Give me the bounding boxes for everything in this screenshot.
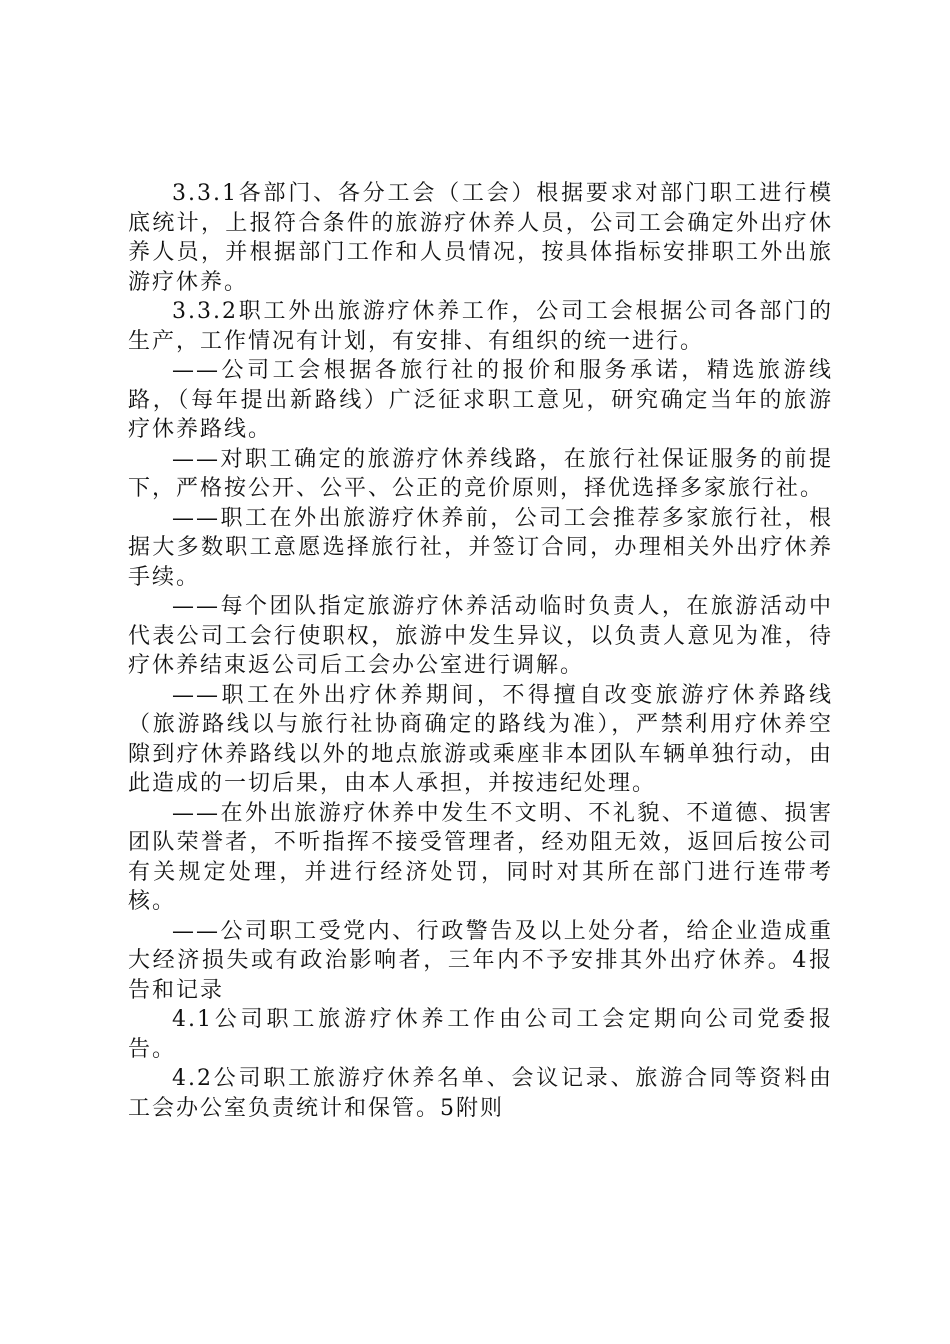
paragraph-team-leader: ——每个团队指定旅游疗休养活动临时负责人，在旅游活动中代表公司工会行使职权，旅游中发生异议，以负责人意见为准，待疗休养结束返公司后工会办公室进行调解。 [128, 594, 833, 678]
paragraph-route-selection: ——公司工会根据各旅行社的报价和服务承诺，精选旅游线路，（每年提出新路线）广泛征求职工意见，研究确定当年的旅游疗休养路线。 [128, 358, 833, 442]
paragraph-agency-choice: ——职工在外出旅游疗休养前，公司工会推荐多家旅行社，根据大多数职工意愿选择旅行社，并签订合同，办理相关外出疗休养手续。 [128, 505, 833, 590]
paragraph-4-1: 4.1公司职工旅游疗休养工作由公司工会定期向公司党委报告。 [128, 1007, 833, 1062]
paragraph-agency-bidding: ——对职工确定的旅游疗休养线路，在旅行社保证服务的前提下，严格按公开、公平、公正的竞价原则，择优选择多家旅行社。 [128, 446, 833, 501]
paragraph-exclusion-and-section-4: ——公司职工受党内、行政警告及以上处分者，给企业造成重大经济损失或有政治影响者，三年内不予安排其外出疗休养。4报告和记录 [128, 918, 833, 1003]
paragraph-3-3-1: 3.3.1各部门、各分工会（工会）根据要求对部门职工进行模底统计，上报符合条件的旅游疗休养人员，公司工会确定外出疗休养人员，并根据部门工作和人员情况，按具体指标安排职工外出旅游疗休养。 [128, 181, 833, 295]
paragraph-misconduct: ——在外出旅游疗休养中发生不文明、不礼貌、不道德、损害团队荣誉者，不听指挥不接受管理者，经劝阻无效，返回后按公司有关规定处理，并进行经济处罚，同时对其所在部门进行连带考核。 [128, 800, 833, 914]
document-body [128, 179, 833, 1123]
paragraph-3-3-2: 3.3.2职工外出旅游疗休养工作，公司工会根据公司各部门的生产，工作情况有计划，有安排、有组织的统一进行。 [128, 299, 833, 354]
paragraph-4-2-and-section-5: 4.2公司职工旅游疗休养名单、会议记录、旅游合同等资料由工会办公室负责统计和保管。5附则 [128, 1066, 833, 1121]
paragraph-route-discipline: ——职工在外出疗休养期间，不得擅自改变旅游疗休养路线（旅游路线以与旅行社协商确定的路线为准），严禁利用疗休养空隙到疗休养路线以外的地点旅游或乘座非本团队车辆单独行动，由此造成的一切后果，由本人承担，并按违纪处理。 [128, 682, 833, 796]
